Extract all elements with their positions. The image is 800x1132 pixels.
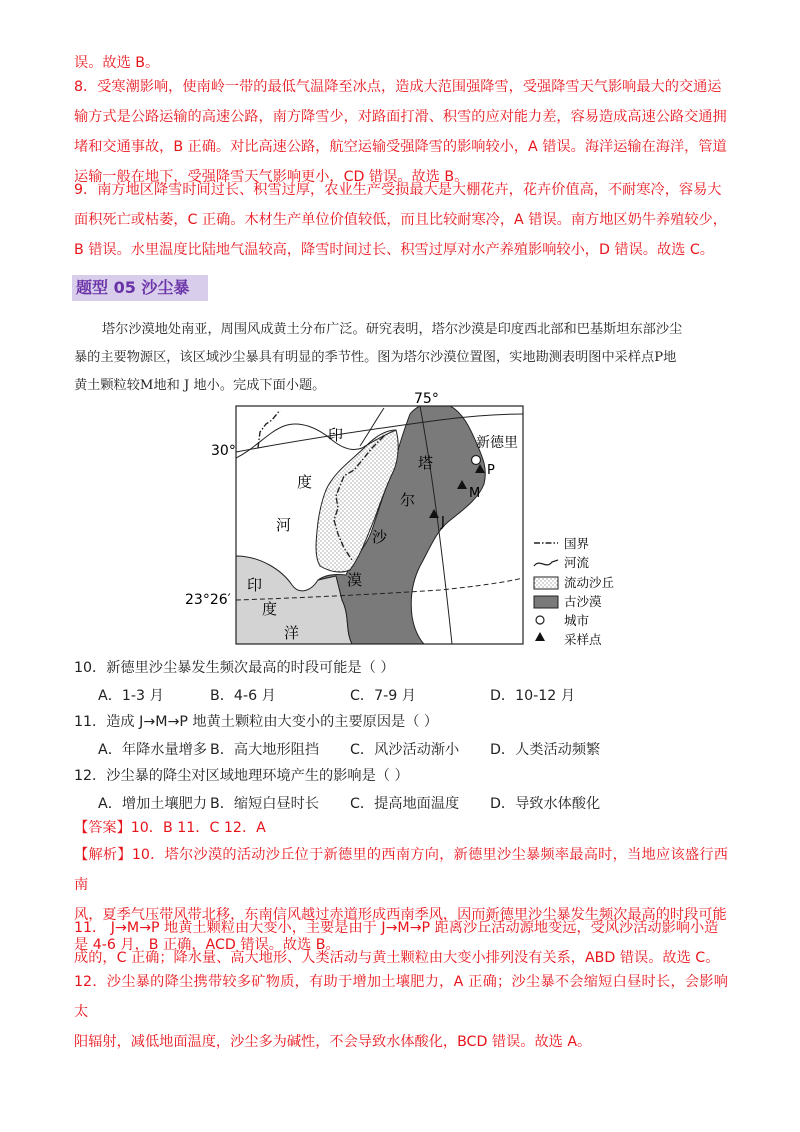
question-11-stem: 11．造成 J→M→P 地黄土颗粒由大变小的主要原因是（ ） — [74, 714, 439, 730]
q9-line: 9．南方地区降雪时间过长、积雪过厚，农业生产受损最大是大棚花卉，花卉价值高，不耐寒冷，容易大 — [74, 182, 722, 198]
intro-line: 暴的主要物源区，该区域沙尘暴具有明显的季节性。图为塔尔沙漠位置图，实地勘测表明图中采样点P地 — [74, 350, 677, 365]
analysis-line: 成的，C 正确；降水量、高大地形、人类活动与黄土颗粒由大变小排列没有关系，ABD 错误。故选 C。 — [74, 950, 720, 966]
option-b: B．高大地形阻挡 — [210, 742, 320, 758]
section-heading: 题型 05 沙尘暴 — [72, 275, 208, 301]
option-d: D．导致水体酸化 — [490, 796, 601, 812]
option-c: C．风沙活动渐小 — [350, 742, 460, 758]
analysis-line: 12．沙尘暴的降尘携带较多矿物质，有助于增加土壤肥力，A 正确；沙尘暴不会缩短白昼时长，会影响太 — [74, 974, 728, 1020]
option-d: D．人类活动频繁 — [490, 742, 601, 758]
city-legend-icon — [536, 616, 544, 624]
map-char: 河 — [276, 516, 292, 534]
q9-line: 面积死亡或枯萎，C 正确。木材生产单位价值较低，而且比较耐寒冷，A 错误。南方地区奶牛养殖较少， — [74, 212, 727, 228]
latitude-30-label: 30° — [211, 443, 236, 459]
legend-label: 国界 — [564, 536, 590, 551]
analysis-11 — [74, 913, 728, 973]
q8-line: 8．受寒潮影响，使南岭一带的最低气温降至冰点，造成大范围强降雪，受强降雪天气影响最大的交通运 — [74, 79, 722, 95]
option-c: C．7-9 月 — [350, 688, 416, 704]
sample-point-j-label: J — [441, 515, 445, 530]
map-char: 尔 — [400, 491, 416, 509]
longitude-label: 75° — [414, 391, 439, 407]
question-12-stem: 12．沙尘暴的降尘对区域地理环境产生的影响是（ ） — [74, 768, 409, 784]
option-b: B．4-6 月 — [210, 688, 276, 704]
legend-label: 河流 — [564, 555, 590, 570]
q8-line: 输方式是公路运输的高速公路，南方降雪少，对路面打滑、积雪的应对能力差，容易造成高速公路交通拥 — [74, 109, 727, 125]
q8-line: 堵和交通事故，B 正确。对比高速公路，航空运输受强降雪的影响较小，A 错误。海洋运输在海洋，管道 — [74, 139, 727, 155]
analysis-12 — [74, 967, 728, 1057]
option-a: A．1-3 月 — [98, 688, 164, 704]
intro-line: 黄土颗粒较M地和 J 地小。完成下面小题。 — [74, 378, 326, 393]
map-char: 度 — [297, 473, 313, 491]
city-icon — [472, 456, 481, 465]
intro-line: 塔尔沙漠地处南亚，周围风成黄土分布广泛。研究表明，塔尔沙漠是印度西北部和巴基斯坦东部沙尘 — [102, 322, 683, 337]
legend-label: 采样点 — [564, 632, 602, 647]
sample-point-m-label: M — [469, 486, 481, 501]
analysis-line: 阳辐射，减低地面温度，沙尘多为碱性，不会导致水体酸化，BCD 错误。故选 A。 — [74, 1034, 592, 1050]
option-b: B．缩短白昼时长 — [210, 796, 320, 812]
map-char: 印 — [247, 576, 263, 594]
map-char: 度 — [262, 600, 278, 618]
sample-point-p-label: P — [487, 463, 495, 478]
desert-legend-icon — [534, 596, 558, 608]
analysis-line: 是 4-6 月，B 正确，ACD 错误。故选 B。 — [74, 937, 340, 953]
q8-line: 运输一般在地下，受强降雪天气影响更小，CD 错误。故选 B。 — [74, 169, 469, 185]
map-char: 印 — [328, 426, 344, 444]
option-a: A．年降水量增多 — [98, 742, 208, 758]
tropic-label: 23°26′ — [185, 592, 231, 608]
option-c: C．提高地面温度 — [350, 796, 460, 812]
answer-line: 【答案】10．B 11．C 12．A — [74, 820, 266, 836]
dunes-legend-icon — [534, 577, 558, 589]
analysis-line: 【解析】10．塔尔沙漠的活动沙丘位于新德里的西南方向，新德里沙尘暴频率最高时，当地应该盛行西南 — [74, 847, 728, 893]
legend-label: 城市 — [564, 613, 590, 628]
map-char: 沙 — [372, 528, 388, 546]
analysis-line: 11． J→M→P 地黄土颗粒由大变小，主要是由于 J→M→P 距离沙丘活动源地变远，受风沙活动影响小造 — [74, 920, 719, 936]
river-legend-icon — [534, 560, 558, 566]
map-char: 塔 — [418, 454, 434, 472]
sample-legend-icon — [535, 632, 545, 641]
map-char: 漠 — [347, 571, 363, 589]
map-char: 洋 — [284, 624, 300, 642]
prev-text-line: 误。故选 B。 — [74, 55, 160, 71]
q9-line: B 错误。水里温度比陆地气温较高，降雪时间过长、积雪过厚对水产养殖影响较小，D 错误。故选 C。 — [74, 242, 714, 258]
city-label: 新德里 — [476, 435, 518, 451]
question-10-stem: 10．新德里沙尘暴发生频次最高的时段可能是（ ） — [74, 660, 395, 676]
legend-label: 古沙漠 — [564, 594, 602, 609]
analysis-line: 风，夏季气压带风带北移，东南信风越过赤道形成西南季风，因而新德里沙尘暴发生频次最高的时段可能 — [74, 907, 727, 923]
legend-label: 流动沙丘 — [564, 575, 615, 590]
map-legend — [534, 536, 615, 647]
option-a: A．增加土壤肥力 — [98, 796, 208, 812]
option-d: D．10-12 月 — [490, 688, 576, 704]
